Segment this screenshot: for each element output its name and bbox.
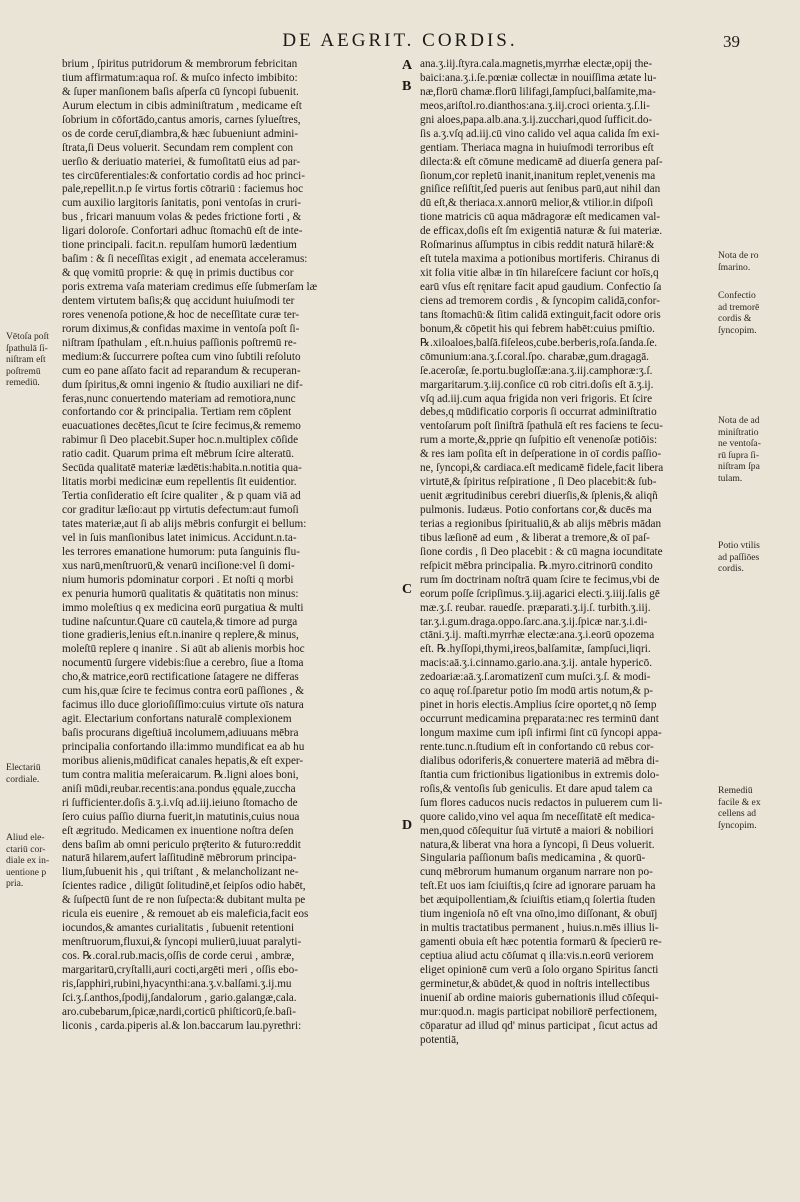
text-line: eſt ægritudo. Medicamen ex inuentione noſtra deſen	[62, 824, 294, 837]
left-text-column	[62, 58, 395, 1034]
text-line: ſione cordis , ſi Deo placebit : & cū magna iocunditate	[420, 545, 663, 558]
right-text-column	[420, 58, 708, 1048]
margin-note-line: ne ventoſa-	[718, 438, 761, 450]
text-line: tione matricis cū aqua mādragoræ eſt medicamen val-	[420, 211, 661, 224]
text-line: ratio cadit. Quarum prima eſt mēbrum ſcire alteratū.	[62, 448, 295, 461]
text-line: & ſuper manſionem baſis aſperſa cū ſyncopi ſubuenit.	[62, 85, 299, 98]
text-line: os de corde ceruī,diambra,& hæc ſubueniunt admini-	[62, 127, 299, 140]
margin-note-line: remediū.	[6, 377, 40, 389]
section-marker-c: C	[402, 582, 413, 597]
margin-note-line: cordis &	[718, 313, 752, 325]
text-line: brium , ſpiritus putridorum & membrorum febricitan	[62, 58, 298, 70]
margin-note-line: Potio vtilis	[718, 540, 760, 551]
text-line: vſq ad.iij.cum aqua frigida non veri frigoris. Et ſcire	[420, 392, 653, 405]
text-line: roſis,& ventoſis ſub geniculis. Et dare apud talem ca	[420, 782, 653, 795]
text-line: ana.ʒ.iij.ſtyra.cala.magnetis,myrrhæ electæ,opij the-	[420, 58, 653, 70]
margin-note-left	[6, 762, 60, 785]
margin-note-line: Remediū	[718, 785, 753, 796]
text-line: margaritarum.ʒ.iij.conſice cū rob citri.doſis eſt ā.ʒ.ij.	[420, 378, 654, 391]
text-line: potentiā,	[420, 1033, 459, 1046]
text-line: Singularia paſſionum baſis medicamina , & quorū-	[420, 852, 646, 865]
margin-note-line: ctariū cor-	[6, 843, 46, 855]
margin-note-line: uentione p	[6, 866, 47, 878]
text-line: menſtruorum,fluxui,& ſyncopi mulierū,iuuat paralyti-	[62, 936, 302, 949]
text-line: principalia confortando illa:immo mundificat ea ab hu	[62, 740, 305, 753]
text-line: eſt. ℞.hyſſopi,thymi,ireos,balſamitæ, ſampſuci,liqri.	[420, 643, 651, 656]
text-line: ſionum,cor repletū inanit,inanitum replet,venenis ma	[420, 169, 656, 182]
text-line: rorum diximus,& confidas maxime in ventoſa poſt ſi-	[62, 322, 300, 335]
text-line: dum ſpiritus,& omni ingenio & ſtudio auxiliari ne dif-	[62, 378, 303, 391]
text-line: ventoſarum poſt ſiniſtrā ſpathulā eſt res faciens te ſecu-	[420, 420, 663, 433]
text-line: tes circūferentiales:& confortatio cordis ad hoc princi-	[62, 169, 305, 182]
text-line: rum ſm doctrinam noſtrā quam ſcire te fecimus,vbi de	[420, 573, 660, 586]
text-line: ceptiua aliud actu cōſumat q illa:vis.n.eorū veriorem	[420, 950, 654, 962]
text-line: ex penuria humorū qualitatis & quātitatis non minus:	[62, 587, 299, 600]
text-line: tium affirmatum:aqua roſ. & muſco infecto imbibito:	[62, 71, 298, 84]
text-line: gamenti obuia eſt hæc potentia formarū & ſpecierū re-	[420, 936, 662, 949]
text-line: ligari doloroſe. Confortari adhuc ſtomachū eſt de inte-	[62, 225, 303, 238]
text-line: mæ.ʒ.ſ. reubar. rauedſe. præparati.ʒ.ij.ſ. turbith.ʒ.iij.	[420, 601, 651, 614]
text-line: aro.cubebarum,ſpicæ,nardi,corticū phiſticorū,ſe.baſi-	[62, 1005, 296, 1018]
margin-note-line: cordiale.	[6, 773, 40, 785]
text-line: & res iam poſita eſt in deſperatione in oī cordis paſſio-	[420, 448, 662, 461]
text-line: ris,ſapphiri,rubini,hyacynthi:ana.ʒ.v.balſami.ʒ.ij.mu	[62, 977, 292, 990]
text-line: feras,nunc conuertendo materiam ad remotiora,nunc	[62, 392, 296, 405]
text-line: iocundos,& amantes curialitatis , ſubuenit retentioni	[62, 922, 295, 935]
margin-note-line: Nota de ro	[718, 250, 759, 261]
text-line: tar.ʒ.i.gum.draga.oppo.ſarc.ana.ʒ.ij.ſpicæ nar.ʒ.i.di-	[420, 615, 648, 628]
margin-note-line: ſpathulā ſi-	[6, 342, 48, 354]
text-line: natura,& liberat vna hora a ſyncopi, ſi Deus voluerit.	[420, 838, 655, 851]
margin-note-line: Aliud ele-	[6, 832, 45, 843]
text-line: xus narū,menſtruorū,& venarū inciſione:vel ſi domi-	[62, 559, 295, 572]
margin-note-line: poſtremū	[6, 365, 41, 377]
text-line: eſt tutela maxima a potionibus mortiferis. Chiranus di	[420, 253, 660, 266]
text-line: debes,q mūdificatio corporis ſi occurrat adminiſtratio	[420, 406, 657, 419]
text-line: gni aloes,papa.alb.ana.ʒ.ij.zucchari,quod ſufficit.do-	[420, 113, 653, 126]
text-line: ſtantia cum frictionibus ligationibus in extremis dolo-	[420, 768, 660, 781]
text-line: co aquę roſ.ſparetur potio ſm modū artis notum,& p-	[420, 685, 654, 698]
text-line: cōmunium:ana.ʒ.ſ.coral.ſpo. charabæ,gum.dragagā.	[420, 350, 649, 363]
margin-note-line: Electariū	[6, 762, 41, 773]
margin-note-line: ſmarino.	[718, 261, 751, 273]
text-line: tione gradieris,lenius eſt.n.inanire q replere,& minus,	[62, 629, 299, 642]
text-line: tans ſtomachū:& ſitim calidā extinguit,facit odore oris	[420, 308, 661, 321]
margin-note-right	[718, 785, 788, 831]
text-line: dialibus odoriferis,& conuertere materiā ad mēbra di-	[420, 754, 659, 767]
text-line: Tertia conſideratio eſt ſcire qualiter , & p quam viā ad	[62, 490, 301, 503]
text-line: Roſmarinus aſſumptus in cibis reddit naturā hilarē:&	[420, 239, 655, 252]
text-line: baici:ana.ʒ.i.ſe.pœniæ collectæ in nouiſſima ætate lu-	[420, 71, 657, 84]
text-line: cōparatur ad illud qd' minus participat , ſicut actus ad	[420, 1019, 658, 1032]
text-line: meos,ariſtol.ro.dianthos:ana.ʒ.iij.croci orienta.ʒ.ſ.li-	[420, 99, 650, 112]
text-line: euacuationes decētes,ſicut te ſcire fecimus,& rememo	[62, 420, 301, 433]
text-line: ſero cuius paſſio diurna fuerit,in matutinis,cuius noua	[62, 810, 300, 823]
text-line: immo moleſtius q ex medicina eorū purgatiua & multi	[62, 601, 304, 614]
margin-note-right	[718, 250, 788, 273]
text-line: ſcientes radice , diligūt ſolitudinē,et ſeipſos odio habēt,	[62, 880, 306, 893]
text-line: uenit ægritudinibus cerebri diuerſis,& ſplenis,& aliqñ	[420, 490, 658, 503]
text-line: facimus illo duce glorioſiſſimo:cuius virtute oīs natura	[62, 699, 304, 712]
text-line: & quę vomitū proprie: & quę in primis ductibus cor	[62, 267, 294, 280]
text-line: cum his,quæ ſcire te fecimus contra eorū paſſiones , &	[62, 685, 305, 698]
text-line: xit folia vitie albæ in tīn hilareſcere faciunt cor hoīs,q	[420, 267, 659, 280]
text-line: cor graditur læſio:aut pp virtutis defectum:aut fumoſi	[62, 504, 299, 516]
margin-note-line: niſtram ſpa	[718, 461, 760, 473]
margin-note-line: Nota de ad	[718, 415, 760, 426]
text-line: aniſi mūdi,reubar.recentis:ana.pondus ęquale,zuccha	[62, 782, 296, 795]
text-line: eliget opinionē cum verū a ſolo organo Spiritus ſancti	[420, 963, 659, 976]
text-line: macis:aā.ʒ.i.cinnamo.gario.ana.ʒ.ij. antale hypericō.	[420, 657, 653, 670]
text-line: pinet in horis electis.Amplius ſcire oportet,q nō ſemp	[420, 699, 657, 712]
margin-note-left	[6, 331, 60, 389]
text-line: ſis a.ʒ.vſq ad.iij.cū vino calido vel aqua calida ſm exi-	[420, 127, 660, 140]
margin-note-line: rū ſupra ſi-	[718, 449, 760, 461]
text-line: rabimur ſi Deo placebit.Super hoc.n.multiplex cōſide	[62, 434, 299, 447]
text-line: lium,ſubuenit his , qui triſtant , & melancholizant ne-	[62, 866, 299, 879]
text-line: tibus læſionē ad eum , & liberat a tremore,& oī paſ-	[420, 531, 650, 544]
text-line: inueniſ ab ordine maioris gubernationis illud cōſequi-	[420, 991, 659, 1004]
text-line: germinetur,& abūdet,& quod in noſtris intellectibus	[420, 977, 650, 990]
text-line: cunq mēbrorum humanum organum narrare non po-	[420, 866, 653, 879]
text-line: ctāni.ʒ.ij. maſti.myrrhæ electæ:ana.ʒ.i.eorū opozema	[420, 629, 655, 642]
margin-note-line: cordis.	[718, 563, 744, 575]
margin-note-line: ſyncopim.	[718, 819, 757, 831]
text-line: niſtram ſpathulam , eſt.n.huius paſſionis poſtremū re-	[62, 336, 297, 349]
margin-note-line: niſtram eſt	[6, 354, 46, 366]
text-line: tium ingenioſa nō eſt vna oīno,imo diſſonant, & obuīj	[420, 908, 658, 921]
text-line: tudine naſcuntur.Quare cū cautela,& timore ad purga	[62, 615, 298, 628]
text-line: ſobrium in cōfortādo,cantus amoris, carnes ſylueſtres,	[62, 113, 301, 126]
page-number: 39	[723, 32, 740, 51]
text-line: ſtrata,ſi Deus voluerit. Secundam rem complent con	[62, 141, 294, 154]
text-line: reſpicit mēbra principalia. ℞.myro.citrinorū condito	[420, 559, 653, 572]
margin-note-line: miniſtratio	[718, 426, 759, 438]
margin-note-line: Confectio	[718, 290, 756, 301]
text-line: moribus alienis,mūdificat canales hepatis,& eſt exper-	[62, 754, 304, 767]
text-line: ciens ad tremorem cordis , & ſyncopim calidā,confor-	[420, 294, 660, 307]
margin-note-right	[718, 540, 788, 575]
text-line: tum contra malitia meſeraicarum. ℞.ligni aloes boni,	[62, 768, 299, 781]
text-line: gniſice reſiſtit,ſed pueris aut ſenibus parū,aut nihil dan	[420, 183, 661, 196]
margin-note-line: pria.	[6, 878, 24, 890]
text-line: moleſtū replere q inanire . Si aūt ab alienis morbis hoc	[62, 643, 305, 656]
text-line: dentem virtutem baſis;& quę accidunt huiuſmodi ter	[62, 294, 295, 307]
text-line: rente.tunc.n.ſtudium eſt in confortando cū rebus cor-	[420, 740, 654, 753]
margin-note-line: tulam.	[718, 472, 743, 484]
margin-note-left	[6, 832, 60, 890]
text-line: men,quod cōſequitur ſuā virtutē a maiori & nobiliori	[420, 824, 654, 837]
text-line: baſis procurans digeſtiuā incolumem,adiuuans mēbra	[62, 727, 299, 739]
text-line: mur:quod.n. magis participat nobiliorē perfectionem,	[420, 1005, 658, 1018]
text-line: dū eſt,& theriaca.x.annorū melior,& vtilior.in diſpoſi	[420, 197, 654, 210]
text-line: litatis morbi medicinæ eum repellentis ſit euidentior.	[62, 476, 297, 489]
text-line: cum eo pane aſſato facit ad reparandum & recuperan-	[62, 364, 301, 377]
margin-note-line: cellens ad	[718, 808, 757, 820]
text-line: terias a regionibus ſpiritualiū,& ab alijs mēbris mādan	[420, 517, 662, 530]
text-line: cum auxilio largitoris ſanitatis, poni ventoſas in cruri-	[62, 197, 302, 210]
text-line: de efficax,doſis eſt ſm exigentiā naturæ & ſui materiæ.	[420, 225, 663, 238]
text-line: les terrores emanatione humorum: puta ſanguinis flu-	[62, 545, 300, 558]
text-line: & ſuſpectū ſunt de re non ſuſpecta:& dubitant multa pe	[62, 894, 306, 907]
text-line: pulmonis. Iudæus. Potio confortans cor,& ducēs ma	[420, 504, 652, 516]
text-line: ℞.xiloaloes,balſā.fiſeleos,cube.berberis,roſa.ſanda.ſe.	[420, 336, 658, 349]
text-line: tates materiæ,aut ſi ab alijs mēbris confurgit ei bellum:	[62, 517, 307, 530]
text-line: tione principali. facit.n. repulſam humorū lædentium	[62, 239, 297, 252]
text-line: confortando cor & principalia. Tertiam rem cōplent	[62, 406, 292, 419]
text-line: margaritarū,cryſtalli,auri cocti,argēti meri , oſſis ebo-	[62, 963, 298, 976]
text-line: dens baſim ab omni periculo prę̄terito & futuro:reddit	[62, 838, 301, 851]
text-line: zedoariæ:aā.ʒ.ſ.aromatizenī cum muſci.ʒ.ſ. & modi-	[420, 671, 651, 684]
text-line: ri ſufficienter.doſis ā.ʒ.i.vſq ad.iij.ieiuno ſtomacho de	[62, 796, 298, 809]
text-line: naturā hilarem,aufert laſſitudinē mēbrorum principa-	[62, 852, 297, 865]
text-line: agit. Electarium confortans naturalē complexionem	[62, 713, 292, 726]
text-line: ſci.ʒ.ſ.anthos,ſpodij,ſandalorum , gario.galangæ,cala.	[62, 991, 297, 1004]
section-marker-b: B	[402, 79, 412, 94]
text-line: Secūda qualitatē materiæ lædētis:habita.n.notitia qua-	[62, 462, 302, 475]
margin-note-line: ſyncopim.	[718, 324, 757, 336]
section-marker-d: D	[402, 818, 413, 833]
text-line: cho,& matrice,eorū rectificatione ſatagere ne differas	[62, 671, 299, 684]
text-line: rores venenoſa potione,& hoc de neceſſitate curæ ter-	[62, 308, 300, 321]
text-line: liconis , carda.piperis al.& lon.baccarum lau.pyrethri:	[62, 1019, 302, 1032]
text-line: vel in ſuis manſionibus latet inimicus. Accidunt.n.ta-	[62, 531, 297, 544]
text-line: Aurum electum in cibis adminiſtratum , medicame eſt	[62, 99, 302, 112]
text-line: occurrunt medicamina pręparata:nec res terminū dant	[420, 713, 659, 726]
text-line: bus , fricari manuum volas & pedes frictione forti , &	[62, 211, 302, 224]
text-line: ſum flores caducos nucis redactos in puluerem cum li-	[420, 796, 663, 809]
margin-note-line: ad tremorē	[718, 301, 760, 313]
text-line: uerſio & deriuatio materiei, & fumoſitatū eius ad par-	[62, 155, 301, 168]
text-line: ſe.aceroſæ, ſe.portu.bugloſſæ:ana.ʒ.iij.camphoræ:ʒ.ſ.	[420, 364, 653, 377]
margin-note-line: facile & ex	[718, 796, 761, 808]
text-line: cos. ℞.coral.rub.macis,oſſis de corde cerui , ambræ,	[62, 950, 295, 962]
text-line: baſim : & ſi neceſſitas exigit , ad enemata acceleramus:	[62, 253, 308, 266]
margin-note-right	[718, 415, 788, 485]
margin-note-line: ad paſſiōes	[718, 551, 760, 563]
text-line: longum maxime cum ipſi infirmi ſint cū ſyncopi appa-	[420, 727, 662, 739]
margin-note-line: diale ex in-	[6, 855, 50, 867]
page-header	[0, 30, 800, 56]
margin-note-line: Vētoſa poſt	[6, 331, 49, 342]
text-line: poris extrema vaſa materiam credimus eſſe ſubmerſam læ	[62, 281, 318, 293]
text-line: virtutē,& ſpiritus reſpiratione , ſi Deo placebit:& ſub-	[420, 476, 657, 489]
text-line: nium humoris pdominatur corpori . Et noſti q morbi	[62, 573, 294, 586]
text-line: in multis tractatibus permanent , huius.n.mēs illius li-	[420, 922, 659, 935]
text-line: bet æquipollentiam,& ſciuiſtis etiam,q ſolertia ſtuden	[420, 894, 656, 907]
text-line: ricula eis euenire , & remouet ab eis maleficia,facit eos	[62, 908, 309, 921]
text-line: dilecta:& eſt cōmune medicamē ad diuerſa genera paſ-	[420, 155, 663, 168]
text-line: eorum poſſe ſcripſimus.ʒ.iij.agarici electi.ʒ.iiij.ſalis gē	[420, 587, 660, 600]
text-line: bonum,& cōpetit his qui febrem habēt:cuius pmiſtio.	[420, 322, 655, 335]
margin-note-right	[718, 290, 788, 336]
text-line: gentiam. Theriaca magna in huiuſmodi terroribus eſt	[420, 141, 654, 154]
text-line: næ,florū chamæ.florū lilifagi,ſampſuci,balſamite,ma-	[420, 85, 656, 98]
text-line: pale,repellit.n.p ſe virtus fortis cōtrariū : faciemus hoc	[62, 183, 304, 196]
text-line: ne, ſyncopi,& cardiaca.eſt medicamē fidele,facit libera	[420, 462, 664, 475]
section-marker-a: A	[402, 58, 413, 73]
text-line: quore calido,vino vel aqua ſm neceſſitatē eſt medica-	[420, 810, 655, 823]
text-line: earū vſus eſt ręnitare facit apud gaudium. Confectio ſa	[420, 281, 662, 293]
text-line: medium:& ſuccurrere poſtea cum vino ſubtili reſoluto	[62, 350, 301, 363]
running-title: DE AEGRIT. CORDIS.	[282, 30, 518, 51]
text-line: rum a morte,&,pprie qn ſuſpitio eſt venenoſæ potiōis:	[420, 434, 658, 447]
text-line: teſt.Et uos iam ſciuiſtis,q ſcire ad ignorare paruam ha	[420, 880, 656, 893]
text-line: nocumentū ſurgere videbis:ſiue a cerebro, ſiue a ſtoma	[62, 657, 304, 670]
